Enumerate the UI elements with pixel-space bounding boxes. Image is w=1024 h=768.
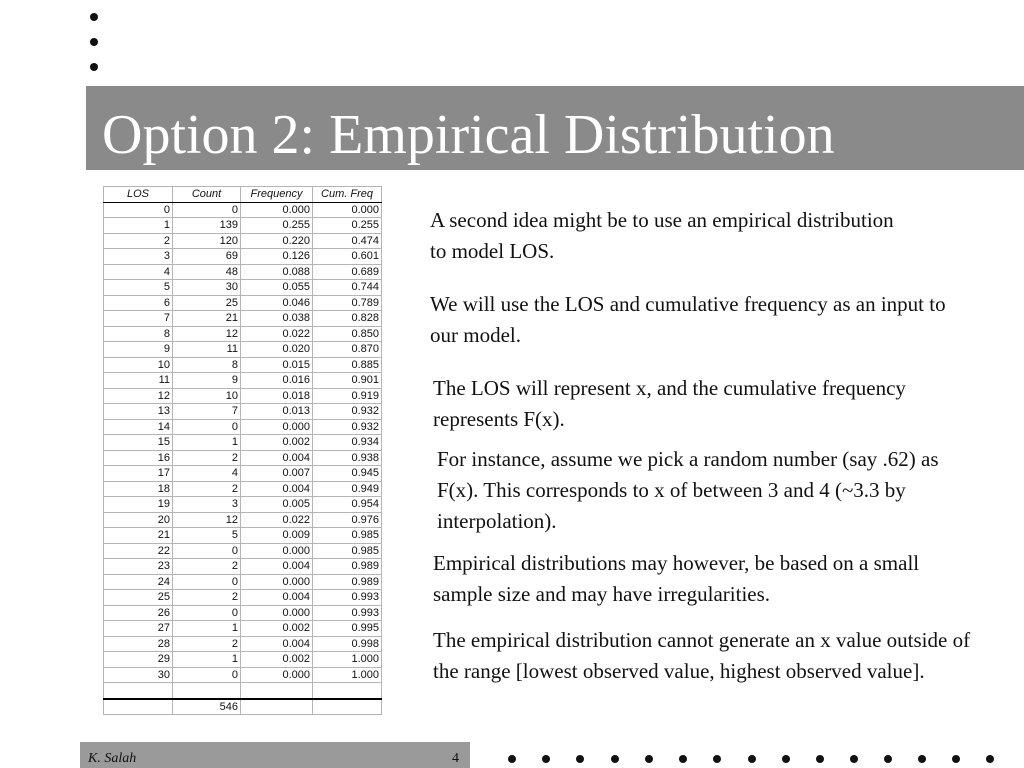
table-cell: 0.995 — [313, 621, 382, 637]
table-cell: 0.949 — [313, 481, 382, 497]
table-cell: 0.985 — [313, 528, 382, 544]
table-cell: 0.002 — [241, 621, 313, 637]
table-cell: 0 — [173, 574, 241, 590]
table-cell: 0.828 — [313, 311, 382, 327]
table-cell: 29 — [104, 652, 173, 668]
table-cell: 0.998 — [313, 636, 382, 652]
table-cell: 0.938 — [313, 450, 382, 466]
paragraph-2: We will use the LOS and cumulative frequency as an input to our model. — [430, 292, 946, 347]
decor-dot — [611, 755, 619, 763]
table-total-row — [104, 699, 382, 715]
table-row — [104, 373, 382, 389]
table-cell: 5 — [173, 528, 241, 544]
table-cell: 17 — [104, 466, 173, 482]
header-count: Count — [173, 187, 241, 203]
table-cell: 48 — [173, 264, 241, 280]
table-cell: 0.005 — [241, 497, 313, 513]
table-cell: 3 — [173, 497, 241, 513]
table-cell — [104, 699, 173, 715]
table-cell: 16 — [104, 450, 173, 466]
decor-dot — [576, 755, 584, 763]
decor-dot — [713, 755, 721, 763]
table-cell: 0.007 — [241, 466, 313, 482]
table-cell: 0.954 — [313, 497, 382, 513]
table-cell: 0.004 — [241, 559, 313, 575]
table-cell: 1 — [173, 652, 241, 668]
table-cell: 11 — [104, 373, 173, 389]
table-cell: 30 — [104, 667, 173, 683]
paragraph-6: The empirical distribution cannot generate an x value outside of the range [lowest observed value, highest observed value]. — [433, 628, 971, 683]
decor-dot — [90, 63, 98, 71]
table-cell: 0.932 — [313, 404, 382, 420]
decor-dot — [90, 38, 98, 46]
table-cell: 120 — [173, 233, 241, 249]
table-cell: 0.689 — [313, 264, 382, 280]
header-cum-freq: Cum. Freq — [313, 187, 382, 203]
table-cell: 4 — [173, 466, 241, 482]
table-cell: 0.919 — [313, 388, 382, 404]
table-blank-row — [104, 683, 382, 699]
table-row — [104, 342, 382, 358]
table-cell: 0.002 — [241, 435, 313, 451]
table-cell: 0.088 — [241, 264, 313, 280]
decor-dot — [782, 755, 790, 763]
table-cell: 0.004 — [241, 450, 313, 466]
footer-author: K. Salah — [88, 751, 137, 766]
table-cell: 0.000 — [313, 202, 382, 218]
total-count: 546 — [173, 699, 241, 715]
table-cell: 8 — [173, 357, 241, 373]
table-row — [104, 233, 382, 249]
decor-dot — [542, 755, 550, 763]
table-cell: 0.601 — [313, 249, 382, 265]
table-cell — [241, 683, 313, 699]
table-cell: 1.000 — [313, 652, 382, 668]
table-row — [104, 621, 382, 637]
table-cell: 15 — [104, 435, 173, 451]
table-cell: 0.046 — [241, 295, 313, 311]
table-row — [104, 202, 382, 218]
table-cell: 19 — [104, 497, 173, 513]
table-cell: 21 — [173, 311, 241, 327]
header-frequency: Frequency — [241, 187, 313, 203]
table-cell: 2 — [173, 590, 241, 606]
table-cell: 0.989 — [313, 559, 382, 575]
table-row — [104, 667, 382, 683]
table-cell — [313, 699, 382, 715]
frequency-table-container — [103, 186, 382, 715]
table-cell: 0.016 — [241, 373, 313, 389]
table-cell: 21 — [104, 528, 173, 544]
table-cell: 24 — [104, 574, 173, 590]
table-cell: 0.989 — [313, 574, 382, 590]
decor-dot — [986, 755, 994, 763]
table-cell: 0.744 — [313, 280, 382, 296]
table-row — [104, 481, 382, 497]
table-cell: 9 — [173, 373, 241, 389]
table-cell: 0.945 — [313, 466, 382, 482]
paragraph-1: A second idea might be to use an empirical distribution to model LOS. — [430, 208, 894, 263]
table-cell: 2 — [173, 450, 241, 466]
table-row — [104, 295, 382, 311]
table-row — [104, 388, 382, 404]
table-cell: 0.002 — [241, 652, 313, 668]
table-cell: 0.004 — [241, 481, 313, 497]
table-cell: 0.934 — [313, 435, 382, 451]
table-cell: 12 — [173, 326, 241, 342]
table-cell: 30 — [173, 280, 241, 296]
table-cell: 0.976 — [313, 512, 382, 528]
table-cell: 3 — [104, 249, 173, 265]
table-row — [104, 264, 382, 280]
table-cell: 0 — [173, 543, 241, 559]
table-row — [104, 497, 382, 513]
table-body — [104, 202, 382, 683]
decor-dot — [952, 755, 960, 763]
table-cell: 0.255 — [313, 218, 382, 234]
table-cell: 0.255 — [241, 218, 313, 234]
table-cell: 0.055 — [241, 280, 313, 296]
table-cell: 0.885 — [313, 357, 382, 373]
table-cell: 0.993 — [313, 590, 382, 606]
table-cell: 0.789 — [313, 295, 382, 311]
table-cell: 0 — [173, 605, 241, 621]
table-cell: 14 — [104, 419, 173, 435]
decor-dot — [645, 755, 653, 763]
table-cell: 0.220 — [241, 233, 313, 249]
table-cell: 0.000 — [241, 543, 313, 559]
table-cell: 0.015 — [241, 357, 313, 373]
table-cell: 2 — [173, 559, 241, 575]
table-cell: 0.000 — [241, 419, 313, 435]
table-cell: 10 — [173, 388, 241, 404]
table-cell: 0.901 — [313, 373, 382, 389]
decor-dot — [816, 755, 824, 763]
table-row — [104, 419, 382, 435]
table-row — [104, 404, 382, 420]
table-cell: 0.009 — [241, 528, 313, 544]
table-cell: 0.022 — [241, 512, 313, 528]
header-los: LOS — [104, 187, 173, 203]
table-cell: 139 — [173, 218, 241, 234]
table-cell: 0.018 — [241, 388, 313, 404]
paragraph-4: For instance, assume we pick a random number (say .62) as F(x). This corresponds to x of between 3 and 4 (~3.3 by interpolation). — [437, 447, 939, 533]
table-row — [104, 218, 382, 234]
table-cell: 1.000 — [313, 667, 382, 683]
table-cell: 0 — [173, 419, 241, 435]
table-cell: 7 — [173, 404, 241, 420]
table-cell: 0.000 — [241, 202, 313, 218]
table-row — [104, 466, 382, 482]
paragraph-5: Empirical distributions may however, be based on a small sample size and may have irregularities. — [433, 551, 920, 606]
table-cell: 20 — [104, 512, 173, 528]
decor-dot — [918, 755, 926, 763]
table-cell: 0.932 — [313, 419, 382, 435]
decor-dot — [748, 755, 756, 763]
table-cell: 10 — [104, 357, 173, 373]
table-cell: 12 — [104, 388, 173, 404]
table-cell: 2 — [173, 636, 241, 652]
table-row — [104, 590, 382, 606]
table-cell: 11 — [173, 342, 241, 358]
table-cell: 1 — [104, 218, 173, 234]
table-row — [104, 450, 382, 466]
table-cell: 0.474 — [313, 233, 382, 249]
table-row — [104, 311, 382, 327]
page-number: 4 — [452, 751, 459, 766]
table-cell: 0.013 — [241, 404, 313, 420]
decor-dot — [679, 755, 687, 763]
table-cell: 27 — [104, 621, 173, 637]
table-cell — [104, 683, 173, 699]
table-cell: 0.985 — [313, 543, 382, 559]
table-row — [104, 574, 382, 590]
footer-bar — [80, 742, 470, 768]
table-cell: 18 — [104, 481, 173, 497]
table-row — [104, 559, 382, 575]
table-cell: 0.020 — [241, 342, 313, 358]
decor-dot — [850, 755, 858, 763]
table-cell: 0.022 — [241, 326, 313, 342]
table-cell: 22 — [104, 543, 173, 559]
table-cell: 25 — [173, 295, 241, 311]
table-cell — [173, 683, 241, 699]
table-row — [104, 652, 382, 668]
decor-dot — [508, 755, 516, 763]
table-cell: 0.000 — [241, 667, 313, 683]
slide-title: Option 2: Empirical Distribution — [102, 104, 835, 166]
table-cell: 12 — [173, 512, 241, 528]
decor-dot — [884, 755, 892, 763]
table-cell: 2 — [104, 233, 173, 249]
table-row — [104, 326, 382, 342]
table-cell: 6 — [104, 295, 173, 311]
table-cell: 0.004 — [241, 590, 313, 606]
table-cell: 1 — [173, 621, 241, 637]
table-cell: 0.850 — [313, 326, 382, 342]
table-row — [104, 528, 382, 544]
table-cell: 0 — [104, 202, 173, 218]
table-cell: 7 — [104, 311, 173, 327]
table-cell: 0.870 — [313, 342, 382, 358]
table-row — [104, 636, 382, 652]
table-cell: 0.000 — [241, 605, 313, 621]
table-cell: 0.993 — [313, 605, 382, 621]
table-cell: 0.126 — [241, 249, 313, 265]
table-cell: 0.000 — [241, 574, 313, 590]
decor-dot — [90, 13, 98, 21]
table-cell: 8 — [104, 326, 173, 342]
table-cell: 28 — [104, 636, 173, 652]
paragraph-3: The LOS will represent x, and the cumulative frequency represents F(x). — [433, 376, 906, 431]
table-cell: 0.038 — [241, 311, 313, 327]
table-row — [104, 249, 382, 265]
table-row — [104, 543, 382, 559]
table-cell — [313, 683, 382, 699]
table-row — [104, 512, 382, 528]
table-cell: 69 — [173, 249, 241, 265]
table-row — [104, 435, 382, 451]
table-cell: 13 — [104, 404, 173, 420]
table-cell: 2 — [173, 481, 241, 497]
table-header-row — [104, 187, 382, 203]
table-cell: 0 — [173, 667, 241, 683]
table-cell: 9 — [104, 342, 173, 358]
table-cell: 23 — [104, 559, 173, 575]
table-row — [104, 280, 382, 296]
table-cell: 1 — [173, 435, 241, 451]
table-cell: 0 — [173, 202, 241, 218]
frequency-table — [103, 186, 382, 715]
table-row — [104, 357, 382, 373]
table-cell: 0.004 — [241, 636, 313, 652]
table-cell: 5 — [104, 280, 173, 296]
table-cell: 25 — [104, 590, 173, 606]
table-cell: 4 — [104, 264, 173, 280]
table-cell: 26 — [104, 605, 173, 621]
table-row — [104, 605, 382, 621]
table-cell — [241, 699, 313, 715]
